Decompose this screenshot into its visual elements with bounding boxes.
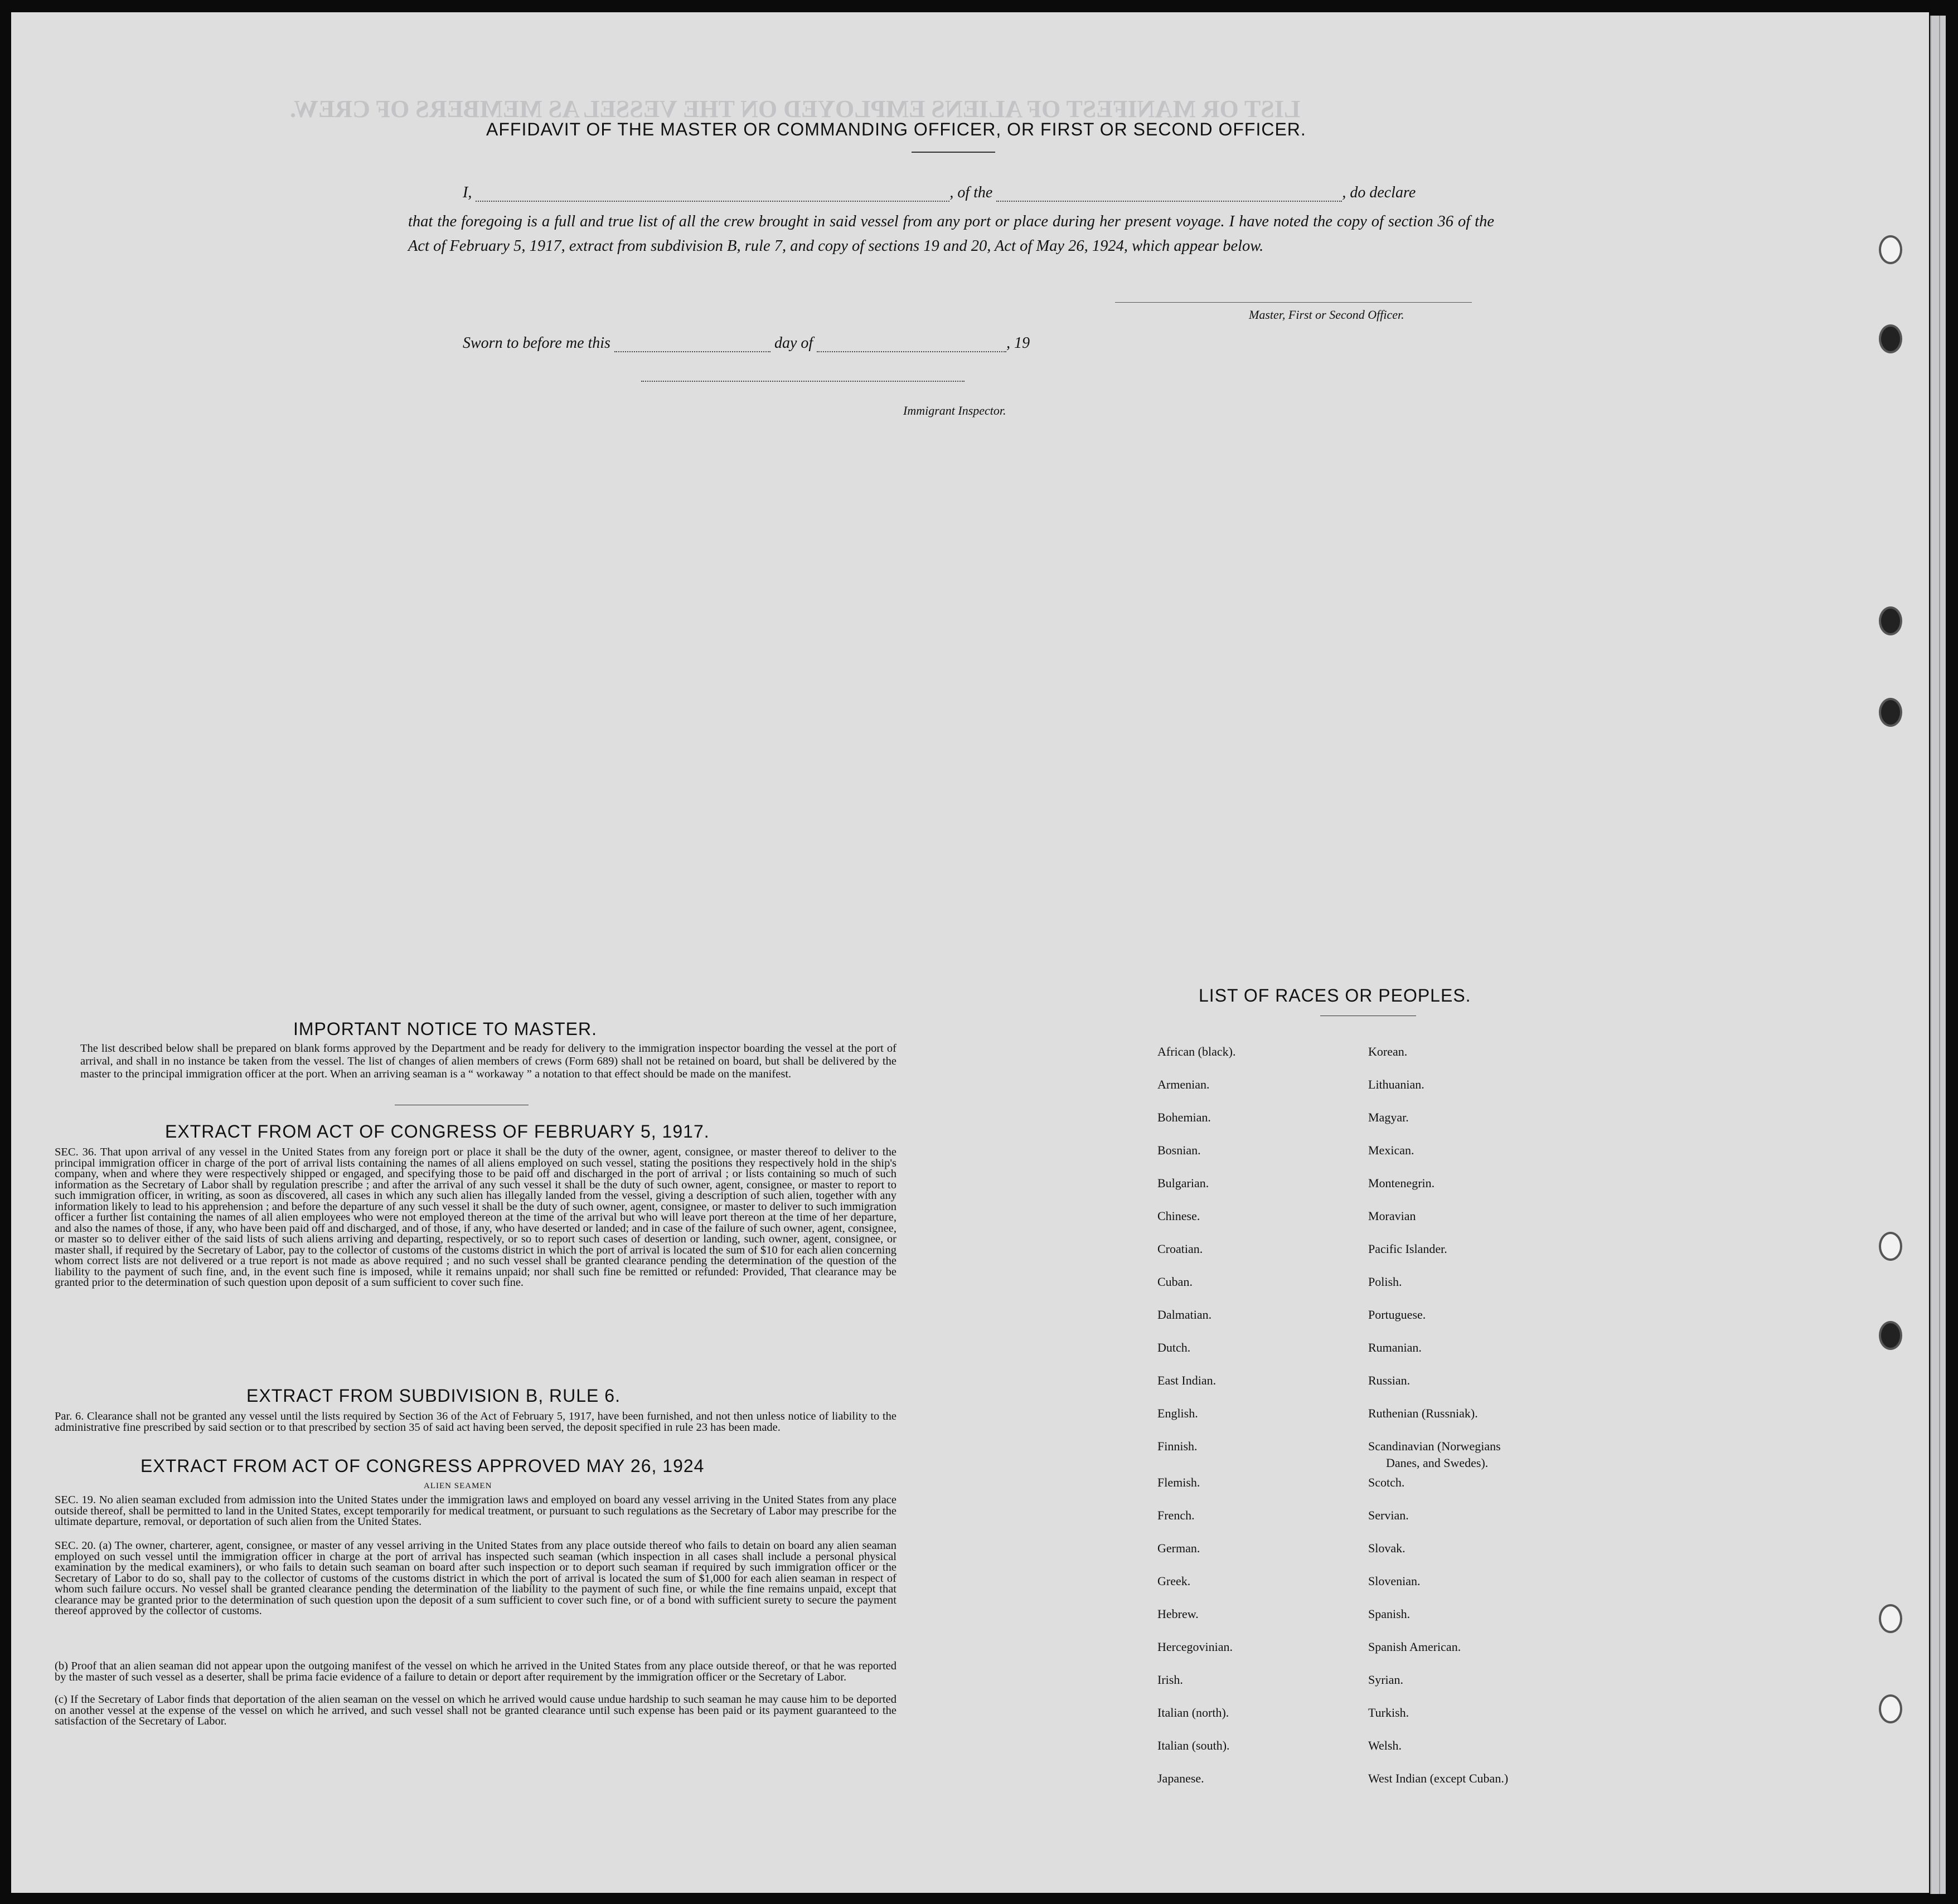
sec20b-body: (b) Proof that an alien seaman did not appear upon the outgoing manifest of the vessel on which he arrived in the United States from any place outside thereof, or that he was reported by the master of such vessel as a deserter, shall be prima facie evidence of a failure to detain or deport after requirement by the immigration officer or the Secretary of Labor. <box>55 1660 896 1683</box>
race-item: Korean. <box>1368 1045 1408 1058</box>
race-item: Hebrew. <box>1157 1607 1199 1621</box>
race-item: Magyar. <box>1368 1110 1409 1124</box>
showthrough-header: LIST OR MANIFEST OF ALIENS EMPLOYED ON THE VESSEL AS MEMBERS OF CREW. <box>290 95 1301 123</box>
race-item: Moravian <box>1368 1209 1416 1223</box>
sec20c-body: (c) If the Secretary of Labor finds that deportation of the alien seaman on the vessel on which he arrived would cause undue hardship to such seaman he may cause him to be deported on another vessel at the expense of the vessel on which he arrived, and such vessel shall not be granted clearance until such expense has been paid or its payment guaranteed to the satisfaction of the Secretary of Labor. <box>55 1693 896 1727</box>
race-item: Armenian. <box>1157 1077 1210 1091</box>
affidavit-declare: , do declare <box>1342 184 1416 201</box>
race-item: Montenegrin. <box>1368 1176 1435 1190</box>
race-item: Turkish. <box>1368 1706 1409 1720</box>
race-item: Dalmatian. <box>1157 1308 1212 1322</box>
sec19-body: SEC. 19. No alien seaman excluded from admission into the United States under the immigration laws and employed on board any vessel arriving in the United States from any place outside thereof, shall be permitted to land in the United States, except temporarily for medical treatment, or pursuant to such regulations as the Secretary of Labor may prescribe for the ultimate departure, removal, or deportation of such alien from the United States. <box>55 1494 896 1528</box>
race-item: East Indian. <box>1157 1373 1217 1387</box>
notice-body: The list described below shall be prepared on blank forms approved by the Department and be ready for delivery to the immigration inspector boarding the vessel at the port of arrival, and shall in no instance be taken from the vessel. The list of changes of alien members of crews (Form 689) shall not be retained on board, but shall be delivered by the master to the principal immigration officer at the port. When an arriving seaman is a “ workaway ” a notation to that effect should be made on the manifest. <box>80 1042 896 1080</box>
sworn-month-blank[interactable] <box>817 351 1006 352</box>
race-item: Flemish. <box>1157 1475 1200 1489</box>
race-item: Syrian. <box>1368 1673 1403 1687</box>
affidavit-divider <box>912 152 995 153</box>
master-signature-label: Master, First or Second Officer. <box>1249 308 1404 322</box>
sworn-day-blank[interactable] <box>614 351 770 352</box>
binder-hole <box>1879 606 1902 635</box>
race-item: Italian (north). <box>1157 1706 1229 1720</box>
notice-title: IMPORTANT NOTICE TO MASTER. <box>293 1019 597 1039</box>
master-signature-line[interactable] <box>1115 302 1472 303</box>
affidavit-line1 <box>463 184 1416 202</box>
race-item: Slovenian. <box>1368 1574 1421 1588</box>
vessel-blank[interactable] <box>996 201 1342 202</box>
binder-hole <box>1879 1232 1902 1261</box>
extract1924-title: EXTRACT FROM ACT OF CONGRESS APPROVED MAY 26, 1924 <box>140 1456 705 1476</box>
sworn-day-of: day of <box>774 334 813 352</box>
binder-hole <box>1879 324 1902 353</box>
extract1924-subtitle: ALIEN SEAMEN <box>424 1482 492 1490</box>
race-item: Scandinavian (Norwegians <box>1368 1439 1501 1453</box>
race-item: Mexican. <box>1368 1143 1414 1157</box>
race-item: Spanish. <box>1368 1607 1411 1621</box>
affidavit-title: AFFIDAVIT OF THE MASTER OR COMMANDING OFFICER, OR FIRST OR SECOND OFFICER. <box>486 119 1306 139</box>
race-item: Slovak. <box>1368 1541 1406 1555</box>
race-item: Bohemian. <box>1157 1110 1211 1124</box>
race-item: Russian. <box>1368 1373 1411 1387</box>
extract1917-title: EXTRACT FROM ACT OF CONGRESS OF FEBRUARY 5, 1917. <box>165 1121 710 1142</box>
inspector-signature-line[interactable] <box>641 380 965 382</box>
race-item: African (black). <box>1157 1045 1236 1058</box>
race-item: Finnish. <box>1157 1439 1198 1453</box>
race-item: German. <box>1157 1541 1200 1555</box>
inspector-label: Immigrant Inspector. <box>903 404 1006 417</box>
binder-hole <box>1879 1321 1902 1350</box>
race-item: Ruthenian (Russniak). <box>1368 1406 1478 1420</box>
race-scandinavian-cont: Danes, and Swedes). <box>1386 1456 1489 1470</box>
race-item: English. <box>1157 1406 1198 1420</box>
race-item: French. <box>1157 1508 1195 1522</box>
race-item: Portuguese. <box>1368 1308 1426 1322</box>
affidavit-of-the: , of the <box>949 184 993 201</box>
document-page <box>11 12 1929 1893</box>
race-item: Bosnian. <box>1157 1143 1201 1157</box>
race-item: Welsh. <box>1368 1738 1402 1752</box>
race-item: Lithuanian. <box>1368 1077 1424 1091</box>
race-item: Bulgarian. <box>1157 1176 1209 1190</box>
affidavit-body: that the foregoing is a full and true list of all the crew brought in said vessel from any port or place during her present voyage. I have noted the copy of section 36 of the Act of February 5, 1917, extract from subdivision B, rule 7, and copy of sections 19 and 20, Act of May 26, 1924, which appear below. <box>408 213 1494 255</box>
rule6-title: EXTRACT FROM SUBDIVISION B, RULE 6. <box>246 1386 621 1406</box>
name-blank[interactable] <box>476 201 949 202</box>
race-item: Croatian. <box>1157 1242 1203 1256</box>
sworn-year: , 19 <box>1006 334 1030 352</box>
race-item: Irish. <box>1157 1673 1183 1687</box>
extract1917-body: SEC. 36. That upon arrival of any vessel in the United States from any foreign port or place it shall be the duty of the owner, agent, consignee, or master thereof to deliver to the principal immigration officer in charge of the port of arrival lists containing the names of all aliens employed on such vessel, stating the positions they respectively hold in the ship's company, when and where they were respectively shipped or engaged, and specifying those to be paid off and discharged in the port of arrival ; or lists containing so much of such information as the Secretary of Labor shall by regulation prescribe ; and after the arrival of any such vessel it shall be the duty of such owner, agent, consignee, or master to report to such immigration officer, in writing, as soon as discovered, all cases in which any such alien has illegally landed from the vessel, giving a description of such alien, together with any information likely to lead to his apprehension ; and before the departure of any such vessel it shall be the duty of such owner, agent, consignee, or master to deliver to such immigration officer a further list containing the names of all alien employees who were not employed thereon at the time of the arrival but who will leave port thereon at the time of her departure, and also the names of those, if any, who have been paid off and discharged, and of those, if any, who have deserted or landed; and in case of the failure of such owner, agent, consignee, or master so to deliver either of the said lists of such aliens arriving and departing, respectively, or so to report such cases of desertion or landing, such owner, agent, consignee, or master shall, if required by the Secretary of Labor, pay to the collector of customs of the customs district in which the port of arrival is located the sum of $10 for each alien concerning whom correct lists are not delivered or a true report is not made as above required ; and no such vessel shall be granted clearance pending the determination of the question of the liability to the payment of such fine, and, in the event such fine is imposed, while it remains unpaid; nor shall such fine be remitted or refunded: Provided, That clearance may be granted prior to the determination of such question upon deposit of a sum sufficient to cover such fine. <box>55 1146 896 1289</box>
race-item: Spanish American. <box>1368 1640 1461 1654</box>
sworn-line <box>463 334 1030 352</box>
page-edge <box>1939 16 1946 1894</box>
race-item: Pacific Islander. <box>1368 1242 1447 1256</box>
race-item: West Indian (except Cuban.) <box>1368 1771 1509 1785</box>
race-item: Polish. <box>1368 1275 1402 1289</box>
race-item: Dutch. <box>1157 1340 1191 1354</box>
binder-hole <box>1879 1604 1902 1633</box>
race-item: Italian (south). <box>1157 1738 1230 1752</box>
race-item: Scotch. <box>1368 1475 1405 1489</box>
affidavit-i: I, <box>463 184 472 201</box>
sec20a-body: SEC. 20. (a) The owner, charterer, agent, consignee, or master of any vessel arriving in the United States from any place outside thereof who fails to detain on board any alien seaman employed on such vessel until the immigration officer in charge at the port of arrival has inspected such seaman (which inspection in all cases shall include a personal physical examination by the medical examiners), or who fails to detain such seaman on board after such inspection or to deport such seaman if required by such immigration officer or the Secretary of Labor to do so, shall pay to the collector of customs of the customs district in which the port of arrival is located the sum of $1,000 for each alien seaman in respect of whom such failure occurs. No vessel shall be granted clearance pending the determination of the liability to the payment of such fine, or while the fine remains unpaid, except that clearance may be granted prior to the determination of such question upon the deposit of a sum sufficient to cover such fine, or of a bond with sufficient surety to secure the payment thereof approved by the collector of customs. <box>55 1539 896 1617</box>
race-item: Japanese. <box>1157 1771 1204 1785</box>
binder-hole <box>1879 1694 1902 1723</box>
race-item: Hercegovinian. <box>1157 1640 1233 1654</box>
page-edge <box>1930 16 1939 1894</box>
races-title: LIST OF RACES OR PEOPLES. <box>1199 985 1471 1006</box>
race-item: Greek. <box>1157 1574 1191 1588</box>
rule6-body: Par. 6. Clearance shall not be granted any vessel until the lists required by Section 36 of the Act of February 5, 1917, have been furnished, and not then unless notice of liability to the administrative fine prescribed by said section or to that prescribed by section 35 of said act having been served, the deposit specified in rule 23 has been made. <box>55 1410 896 1434</box>
race-item: Chinese. <box>1157 1209 1200 1223</box>
race-item: Servian. <box>1368 1508 1409 1522</box>
race-item: Cuban. <box>1157 1275 1193 1289</box>
sworn-label: Sworn to before me this <box>463 334 610 352</box>
race-item: Rumanian. <box>1368 1340 1422 1354</box>
binder-hole <box>1879 698 1902 727</box>
binder-hole <box>1879 235 1902 264</box>
